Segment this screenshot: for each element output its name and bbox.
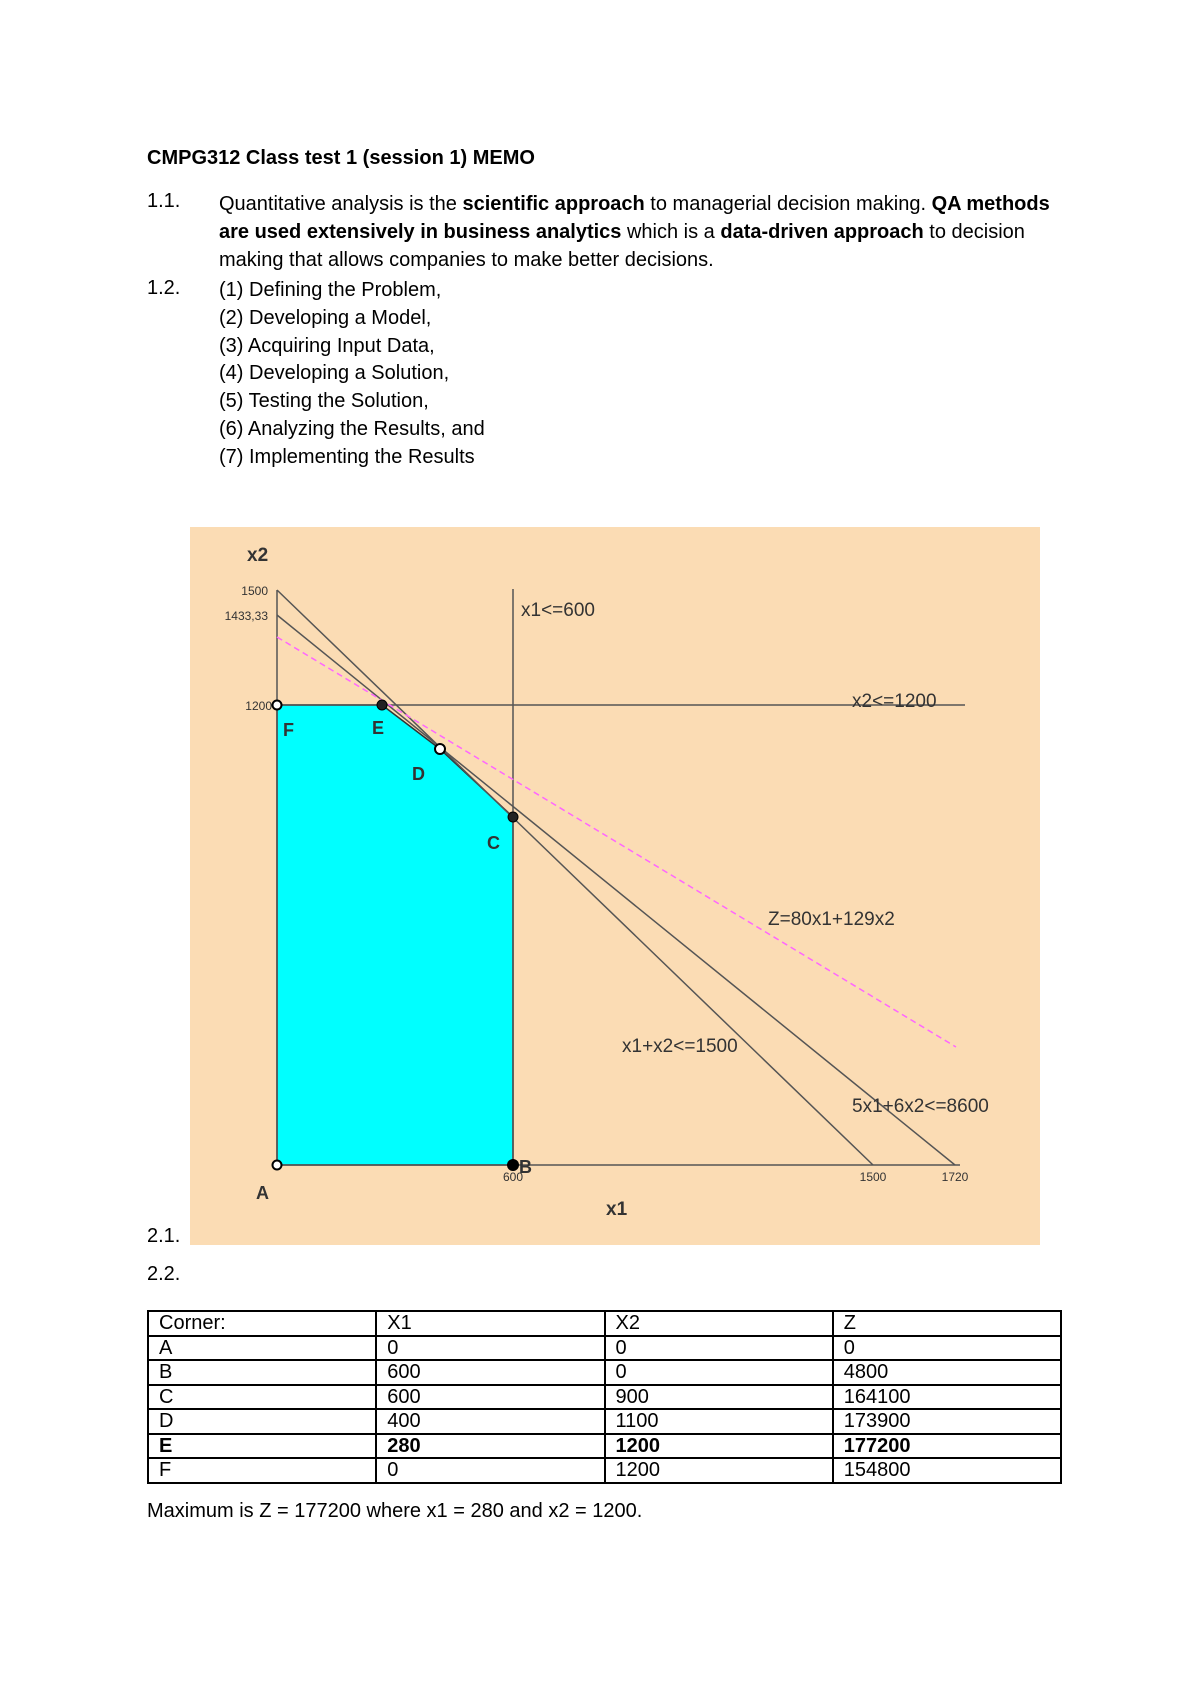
table-cell: 1200 — [605, 1434, 833, 1459]
table-cell: 0 — [376, 1336, 604, 1361]
list-item: (2) Developing a Model, — [219, 306, 432, 329]
corner-point-d — [435, 744, 445, 754]
point-label: B — [519, 1157, 532, 1177]
table-cell: D — [148, 1409, 376, 1434]
table-cell: 1200 — [605, 1458, 833, 1483]
corner-point-c — [508, 812, 518, 822]
question-1-1-answer — [219, 190, 1059, 274]
table-cell: 154800 — [833, 1458, 1061, 1483]
y-tick-label: 1500 — [241, 584, 268, 598]
emphasis-text: scientific approach — [462, 193, 645, 215]
answer-text: to decision making that allows companies to make better decisions. — [219, 221, 1025, 271]
question-2-1-number: 2.1. — [147, 1225, 181, 1247]
table-cell: 177200 — [833, 1434, 1061, 1459]
x-tick-label: 1500 — [859, 1170, 887, 1184]
conclusion-text: Maximum is Z = 177200 where x1 = 280 and x2 = 1200. — [147, 1500, 643, 1522]
point-label: E — [372, 718, 385, 738]
table-cell: 600 — [376, 1360, 604, 1385]
y-axis-label: x2 — [247, 545, 269, 566]
corner-point-a — [273, 1161, 282, 1170]
table-row — [148, 1311, 1061, 1336]
corner-point-e — [377, 700, 387, 710]
table-cell: A — [148, 1336, 376, 1361]
point-label: C — [487, 833, 500, 853]
process-steps-list — [219, 277, 485, 472]
table-row — [148, 1360, 1061, 1385]
point-label: D — [412, 764, 425, 784]
point-label: A — [256, 1183, 269, 1203]
x-tick-label: 1720 — [941, 1170, 969, 1184]
list-item: (5) Testing the Solution, — [219, 390, 429, 413]
table-row — [148, 1458, 1061, 1483]
answer-text: Quantitative analysis is the — [219, 193, 463, 215]
point-label: F — [283, 720, 294, 740]
constraint-label: 5x1+6x2<=8600 — [852, 1096, 989, 1117]
table-row — [148, 1434, 1061, 1459]
list-item: (6) Analyzing the Results, and — [219, 417, 485, 440]
answer-text: to managerial decision making. — [644, 193, 932, 215]
lp-graph — [190, 527, 1040, 1245]
list-item: (1) Defining the Problem, — [219, 279, 442, 301]
constraint-label: x2<=1200 — [852, 691, 937, 712]
list-item: (3) Acquiring Input Data, — [219, 334, 435, 357]
table-cell: 900 — [605, 1385, 833, 1410]
table-cell: X2 — [605, 1311, 833, 1336]
table-cell: 164100 — [833, 1385, 1061, 1410]
list-item: (4) Developing a Solution, — [219, 362, 450, 385]
table-cell: 4800 — [833, 1360, 1061, 1385]
page-title: CMPG312 Class test 1 (session 1) MEMO — [147, 147, 535, 169]
table-cell: 280 — [376, 1434, 604, 1459]
table-row — [148, 1336, 1061, 1361]
corner-point-f — [273, 701, 282, 710]
question-1-1-number: 1.1. — [147, 190, 181, 212]
table-cell: 0 — [605, 1336, 833, 1361]
table-cell: E — [148, 1434, 376, 1459]
table-row — [148, 1409, 1061, 1434]
table-cell: X1 — [376, 1311, 604, 1336]
table-cell: 1100 — [605, 1409, 833, 1434]
objective-label: Z=80x1+129x2 — [768, 909, 895, 930]
table-cell: 400 — [376, 1409, 604, 1434]
table-row — [148, 1385, 1061, 1410]
constraint-label: x1+x2<=1500 — [622, 1036, 738, 1057]
table-cell: 600 — [376, 1385, 604, 1410]
table-cell: Z — [833, 1311, 1061, 1336]
x-axis-label: x1 — [606, 1199, 628, 1220]
question-1-2-number: 1.2. — [147, 277, 181, 299]
x-tick-label: 600 — [502, 1170, 524, 1184]
table-cell: 173900 — [833, 1409, 1061, 1434]
emphasis-text: QA methods are used extensively in business analytics — [219, 193, 1050, 243]
table-cell: 0 — [833, 1336, 1061, 1361]
constraint-label: x1<=600 — [521, 600, 595, 621]
table-cell: F — [148, 1458, 376, 1483]
list-item: (7) Implementing the Results — [219, 445, 475, 468]
corner-points-table — [147, 1310, 1062, 1484]
y-tick-label: 1200 — [245, 699, 272, 713]
emphasis-text: data-driven approach — [720, 221, 924, 243]
question-2-2-number: 2.2. — [147, 1263, 181, 1285]
answer-text: which is a — [621, 221, 721, 243]
table-cell: 0 — [605, 1360, 833, 1385]
table-cell: B — [148, 1360, 376, 1385]
table-cell: 0 — [376, 1458, 604, 1483]
y-tick-label: 1433,33 — [224, 609, 268, 623]
table-cell: C — [148, 1385, 376, 1410]
table-cell: Corner: — [148, 1311, 376, 1336]
